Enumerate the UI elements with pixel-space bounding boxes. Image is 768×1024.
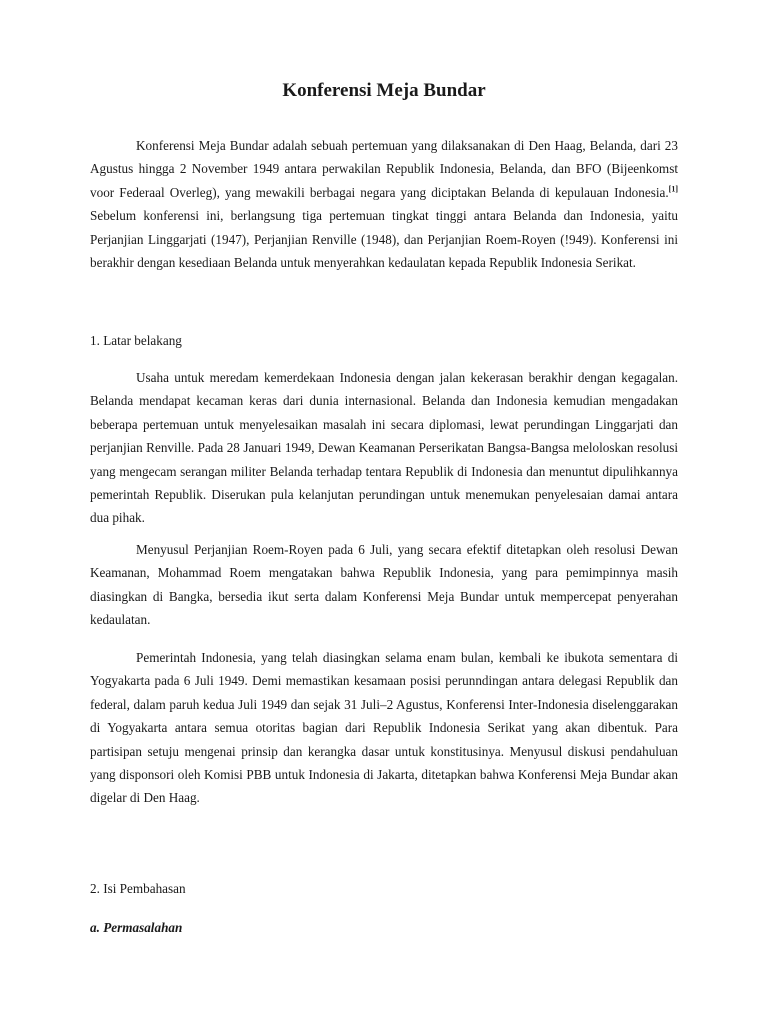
paragraph-latar-belakang-2: Menyusul Perjanjian Roem-Royen pada 6 Juli, yang secara efektif ditetapkan oleh resolusi Dewan Keamanan, Mohammad Roem mengatakan bahwa Republik Indonesia, yang para pemimpinnya masih diasingkan di Bangka, bersedia ikut serta dalam Konferensi Meja Bundar untuk mempercepat penyerahan kedaulatan. bbox=[90, 542, 678, 628]
document-title: Konferensi Meja Bundar bbox=[282, 80, 486, 101]
intro-paragraph bbox=[90, 134, 678, 274]
section-heading-latar-belakang: 1. Latar belakang bbox=[90, 333, 182, 348]
intro-text-continued: Sebelum konferensi ini, berlangsung tiga pertemuan tingkat tinggi antara Belanda dan Indonesia, yaitu Perjanjian Linggarjati (1947), Perjanjian Renville (1948), dan Perjanjian Roem-Royen (!949). Konferensi ini berakhir dengan kesediaan Belanda untuk menyerahkan kedaulatan kepada Republik Indonesia Serikat. bbox=[90, 208, 678, 271]
footnote-reference[interactable]: [1] bbox=[668, 184, 678, 194]
paragraph-latar-belakang-3: Pemerintah Indonesia, yang telah diasingkan selama enam bulan, kembali ke ibukota sementara di Yogyakarta pada 6 Juli 1949. Demi memastikan kesamaan posisi perunndingan antara delegasi Republik dan federal, dalam paruh kedua Juli 1949 dan sejak 31 Juli–2 Agustus, Konferensi Inter-Indonesia diselenggarakan di Yogyakarta antara semua otoritas bagian dari Republik Indonesia Serikat yang akan dibentuk. Para partisipan setuju mengenai prinsip dan kerangka dasar untuk konstitusinya. Menyusul diskusi pendahuluan yang disponsori oleh Komisi PBB untuk Indonesia di Jakarta, ditetapkan bahwa Konferensi Meja Bundar akan digelar di Den Haag. bbox=[90, 650, 678, 806]
intro-text: Konferensi Meja Bundar adalah sebuah pertemuan yang dilaksanakan di Den Haag, Belanda, dari 23 Agustus hingga 2 November 1949 antara perwakilan Republik Indonesia, Belanda, dan BFO (Bijeenkomst voor Federaal Overleg), yang mewakili berbagai negara yang diciptakan Belanda di kepulauan Indonesia. bbox=[90, 138, 678, 200]
subheading-permasalahan: a. Permasalahan bbox=[90, 920, 183, 935]
section-heading-isi-pembahasan: 2. Isi Pembahasan bbox=[90, 881, 186, 896]
paragraph-latar-belakang-1: Usaha untuk meredam kemerdekaan Indonesia dengan jalan kekerasan berakhir dengan kegagalan. Belanda mendapat kecaman keras dari dunia internasional. Belanda dan Indonesia kemudian mengadakan beberapa pertemuan untuk menyelesaikan masalah ini secara diplomasi, lewat perundingan Linggarjati dan perjanjian Renville. Pada 28 Januari 1949, Dewan Keamanan Perserikatan Bangsa-Bangsa meloloskan resolusi yang mengecam serangan militer Belanda terhadap tentara Republik di Indonesia dan menuntut dipulihkannya pemerintah Republik. Diserukan pula kelanjutan perundingan untuk menemukan penyelesaian damai antara dua pihak. bbox=[90, 370, 678, 526]
